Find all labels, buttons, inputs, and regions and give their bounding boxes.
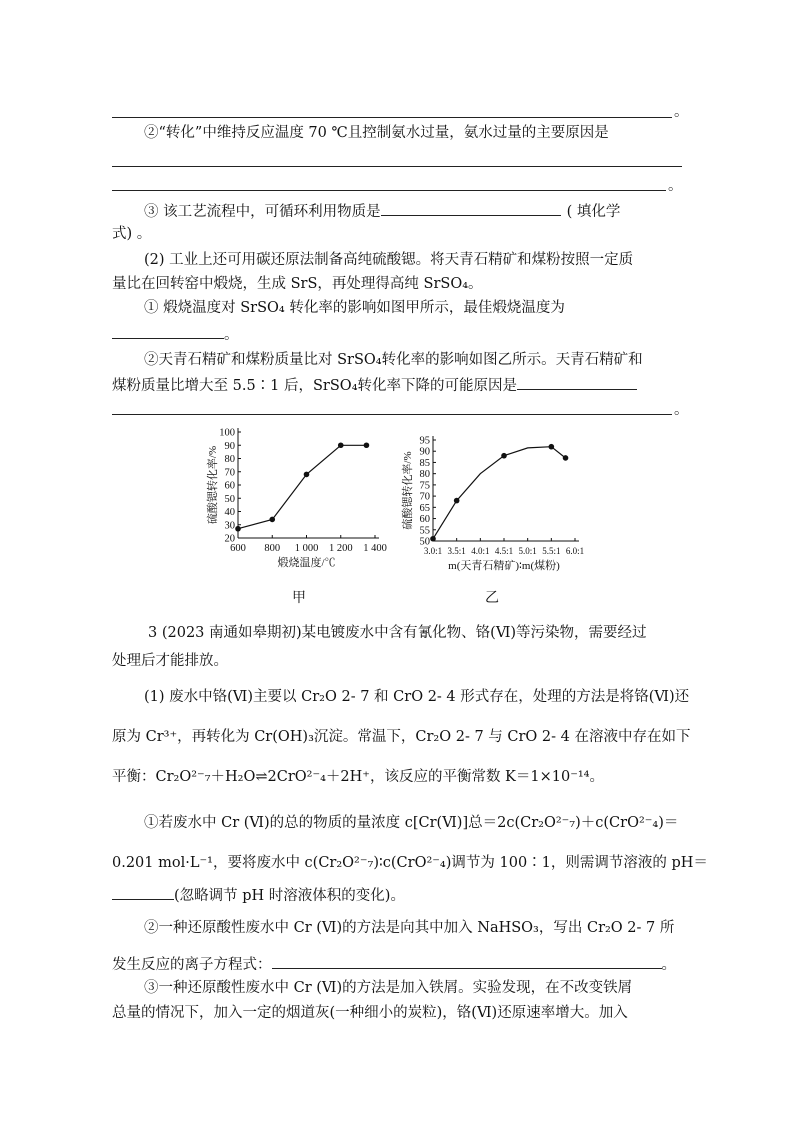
data-point [304, 472, 310, 478]
y-tick-label: 55 [419, 525, 430, 537]
data-point [563, 455, 569, 461]
x-tick-label: 4.0:1 [471, 546, 490, 556]
y-tick-label: 60 [224, 480, 235, 492]
data-point [454, 498, 460, 504]
q3-s2-line2 [112, 953, 682, 975]
y-axis-label: 硫酸锶转化率/% [402, 451, 414, 530]
q2-sub2-text: 煤粉质量比增大至 5.5∶1 后，SrSO₄转化率下降的可能原因是 [112, 378, 517, 394]
y-tick-label: 75 [419, 480, 430, 492]
x-tick-label: 6.0:1 [565, 546, 585, 556]
q2-sub1-blank-line [112, 323, 682, 345]
y-tick-label: 95 [419, 435, 430, 447]
x-tick-label: 800 [264, 543, 281, 554]
chart-caption-yi: 乙 [485, 590, 499, 606]
q2-sub2-line2 [112, 374, 682, 396]
x-tick-label: 4.5:1 [494, 546, 514, 556]
x-tick-label: 3.0:1 [423, 546, 443, 556]
chart-jia [205, 422, 395, 577]
line-end-mark: 。 [674, 104, 689, 120]
y-tick-label: 85 [419, 457, 430, 469]
q3-s1-note: (忽略调节 pH 时溶液体积的变化)。 [174, 888, 405, 904]
y-tick-label: 80 [224, 454, 235, 465]
series-line [433, 447, 566, 539]
q3-intro-line1: 3 (2023 南通如皋期初)某电镀废水中含有氰化物、铬(Ⅵ)等污染物，需要经过 [148, 625, 647, 641]
y-tick-label: 65 [419, 502, 430, 514]
y-tick-label: 30 [224, 520, 235, 532]
x-axis-label: m(天青石精矿)∶m(煤粉) [448, 560, 560, 572]
line-end-mark: 。 [661, 957, 676, 973]
q3-s1-line1: ①若废水中 Cr (Ⅵ)的总的物质的量浓度 c[Cr(Ⅵ)]总＝2c(Cr₂O²⁻₇)＋c(CrO²⁻₄)＝ [144, 815, 679, 831]
chart-caption-jia: 甲 [292, 590, 306, 606]
data-point [364, 442, 370, 448]
y-tick-label: 70 [224, 467, 235, 479]
q2-part2-line2: 量比在回转窑中煅烧，生成 SrS，再处理得高纯 SrSO₄。 [112, 276, 483, 292]
y-tick-label: 100 [219, 427, 235, 439]
line-end-mark: 。 [668, 178, 683, 194]
q3-s2-text: 发生反应的离子方程式： [112, 957, 272, 973]
q2-item3-hint: ( 填化学 [566, 204, 621, 220]
x-tick-label: 1 200 [328, 543, 353, 554]
answer-blank-equation[interactable] [272, 953, 662, 969]
y-tick-label: 80 [419, 469, 430, 481]
y-tick-label: 70 [419, 491, 430, 503]
q3-s1-line2: 0.201 mol·L⁻¹，要将废水中 c(Cr₂O²⁻₇)∶c(CrO²⁻₄)调节为 100∶1，则需调节溶液的 pH＝ [112, 855, 708, 871]
q2-item3-text: ③ 该工艺流程中，可循环利用物质是 [144, 204, 381, 220]
x-axis-label: 煅烧温度/℃ [277, 557, 336, 569]
series-line [238, 445, 366, 528]
q2-item3-cont: 式) 。 [112, 226, 152, 242]
q3-p1-line2: 原为 Cr³⁺，再转化为 Cr(OH)₃沉淀。常温下，Cr₂O 2- 7 与 CrO 2- 4 在溶液中存在如下 [112, 729, 691, 745]
y-tick-label: 50 [224, 493, 235, 505]
data-point [338, 442, 344, 448]
answer-blank-ph[interactable] [112, 884, 174, 900]
q2-part2-line1: (2) 工业上还可用碳还原法制备高纯硫酸锶。将天青石精矿和煤粉按照一定质 [144, 252, 634, 268]
y-tick-label: 60 [419, 514, 430, 526]
line-end-mark: 。 [224, 327, 239, 343]
answer-blank-recycle[interactable] [381, 200, 561, 216]
x-tick-label: 3.5:1 [447, 546, 466, 556]
y-tick-label: 40 [224, 507, 235, 518]
y-tick-label: 90 [224, 440, 235, 452]
data-point [501, 453, 507, 459]
q3-s2-line1: ②一种还原酸性废水中 Cr (Ⅵ)的方法是向其中加入 NaHSO₃，写出 Cr₂O 2- 7 所 [144, 920, 675, 936]
y-tick-label: 20 [224, 533, 235, 545]
q2-item3-line [112, 200, 682, 222]
q2-sub1-line: ① 煅烧温度对 SrSO₄ 转化率的影响如图甲所示，最佳煅烧温度为 [144, 300, 565, 316]
answer-line-1[interactable] [112, 117, 672, 118]
data-point [269, 517, 275, 523]
y-tick-label: 50 [419, 536, 430, 548]
answer-line-2[interactable] [112, 166, 682, 167]
q3-p1-line1: (1) 废水中铬(Ⅵ)主要以 Cr₂O 2- 7 和 CrO 2- 4 形式存在，处理的方法是将铬(Ⅵ)还 [144, 689, 690, 705]
chart-yi [395, 426, 595, 578]
x-tick-label: 5.0:1 [518, 546, 537, 556]
x-tick-label: 5.5:1 [542, 546, 561, 556]
line-end-mark: 。 [674, 402, 689, 418]
answer-blank-temperature[interactable] [112, 323, 224, 339]
q3-s3-line1: ③一种还原酸性废水中 Cr (Ⅵ)的方法是加入铁屑。实验发现，在不改变铁屑 [144, 980, 633, 996]
x-tick-label: 1 400 [363, 543, 387, 554]
data-point [549, 444, 555, 450]
answer-line-4[interactable] [112, 414, 672, 415]
q3-p1-line3: 平衡：Cr₂O²⁻₇＋H₂O⇌2CrO²⁻₄＋2H⁺，该反应的平衡常数 K＝1×10⁻¹⁴。 [112, 769, 604, 785]
x-tick-label: 1 000 [294, 543, 319, 554]
answer-blank-reason[interactable] [517, 374, 637, 390]
q3-s1-line3 [112, 884, 682, 906]
x-tick-label: 600 [230, 543, 246, 554]
q2-item2-text: ②“转化”中维持反应温度 70 ℃且控制氨水过量，氨水过量的主要原因是 [144, 125, 609, 141]
y-tick-label: 90 [419, 446, 430, 458]
data-point [235, 526, 241, 532]
answer-line-3[interactable] [112, 190, 666, 191]
data-point [430, 536, 436, 542]
q2-sub2-line1: ②天青石精矿和煤粉质量比对 SrSO₄转化率的影响如图乙所示。天青石精矿和 [144, 352, 643, 368]
y-axis-label: 硫酸锶转化率/% [207, 445, 219, 525]
q3-intro-line2: 处理后才能排放。 [112, 653, 228, 669]
q3-s3-line2: 总量的情况下，加入一定的烟道灰(一种细小的炭粒)，铬(Ⅵ)还原速率增大。加入 [112, 1005, 628, 1021]
